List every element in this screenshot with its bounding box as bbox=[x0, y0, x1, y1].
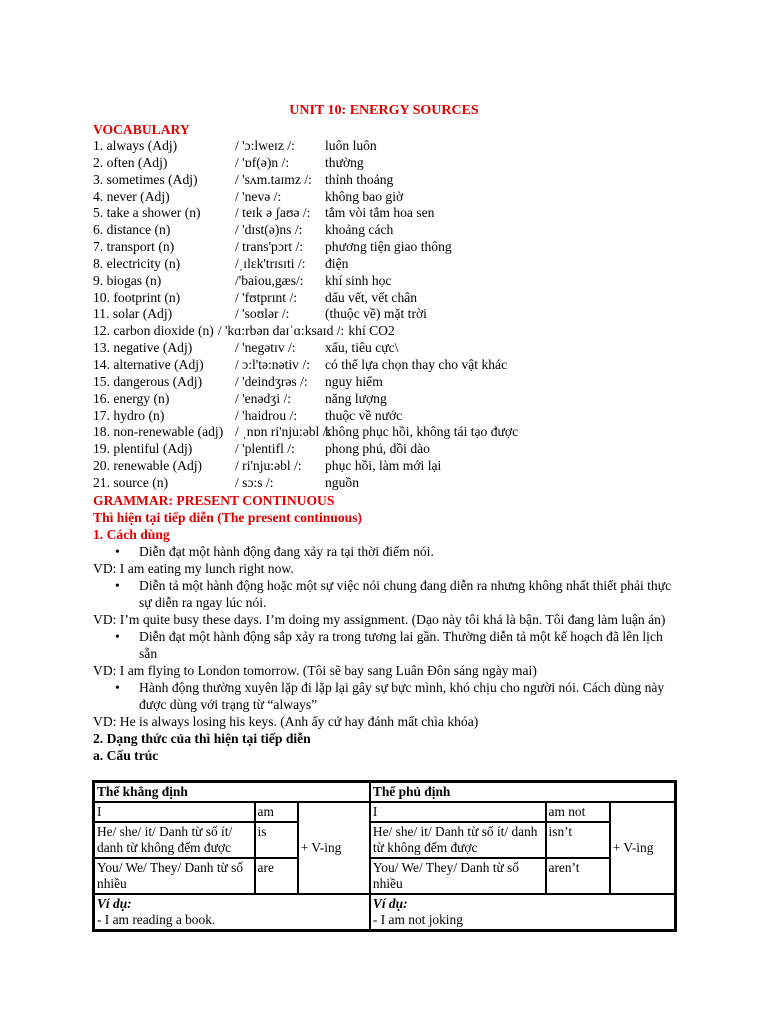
vocabulary-meaning: tắm vòi tắm hoa sen bbox=[325, 205, 435, 221]
vocabulary-item bbox=[93, 256, 683, 273]
vocabulary-meaning: thuộc về nước bbox=[325, 407, 403, 423]
bullet-dot-icon: • bbox=[115, 543, 120, 559]
vocabulary-meaning: điện bbox=[325, 255, 349, 271]
vocabulary-phonetic: / teɪk ə ʃaʊə /: bbox=[235, 205, 311, 221]
vocabulary-item bbox=[93, 374, 683, 391]
vocabulary-word: 14. alternative (Adj) bbox=[93, 356, 204, 372]
vocabulary-item bbox=[93, 290, 683, 307]
example-label: Ví dụ: bbox=[97, 896, 132, 911]
vocabulary-meaning: không bao giờ bbox=[325, 188, 404, 204]
vocabulary-word: 21. source (n) bbox=[93, 474, 169, 490]
vocabulary-phonetic: / trans'pɔrt /: bbox=[235, 239, 304, 255]
vocabulary-meaning: dấu vết, vết chân bbox=[325, 289, 418, 305]
vocabulary-item bbox=[93, 475, 683, 492]
negative-subject: You/ We/ They/ Danh từ số nhiều bbox=[370, 858, 546, 894]
vocabulary-item bbox=[93, 340, 683, 357]
vocabulary-word: 15. dangerous (Adj) bbox=[93, 373, 203, 389]
vocabulary-item bbox=[93, 424, 683, 441]
affirmative-verb: are bbox=[255, 858, 298, 894]
grammar-subheading: Thì hiện tại tiếp diễn (The present continuous) bbox=[93, 509, 363, 525]
vocabulary-phonetic: / 'fʊtprɪnt /: bbox=[235, 289, 298, 305]
table-example-row bbox=[94, 894, 675, 930]
vocabulary-phonetic: / 'haidrou /: bbox=[235, 407, 298, 423]
negative-ving: + V-ing bbox=[610, 802, 675, 894]
usage-bullet: • Diễn đạt một hành động đang xảy ra tại thời điểm nói. bbox=[115, 543, 434, 559]
vocabulary-word: 16. energy (n) bbox=[93, 390, 170, 406]
vocabulary-phonetic: / 'plentifl /: bbox=[235, 441, 295, 457]
vocabulary-phonetic: / 'dɪst(ə)ns /: bbox=[235, 222, 303, 238]
vocabulary-item bbox=[93, 138, 683, 155]
vocabulary-item bbox=[93, 357, 683, 374]
vocabulary-phonetic: / sɔ:s /: bbox=[235, 474, 274, 490]
usage-bullet: • Diễn đạt một hành động sắp xảy ra trong tương lai gần. Thường diễn tả một kế hoạch đã lên lịch sẵn bbox=[115, 628, 663, 661]
vocabulary-word: 18. non-renewable (adj) bbox=[93, 424, 224, 440]
vocabulary-word: 4. never (Adj) bbox=[93, 188, 170, 204]
affirmative-subject: I bbox=[94, 802, 255, 822]
vocabulary-phonetic: /'baiou,gæs/: bbox=[235, 272, 304, 288]
vocabulary-heading: VOCABULARY bbox=[93, 122, 190, 137]
usage-example: VD: I’m quite busy these days. I’m doing my assignment. (Dạo này tôi khá là bận. Tôi đang làm luận án) bbox=[93, 611, 666, 627]
vocabulary-word: 19. plentiful (Adj) bbox=[93, 441, 193, 457]
table-row bbox=[94, 822, 675, 858]
document-body bbox=[93, 121, 683, 764]
table-row bbox=[94, 858, 675, 894]
vocabulary-phonetic: / 'kɑ:rbən daɪˈɑ:ksaɪd /: bbox=[217, 323, 345, 339]
affirmative-header: Thể khẳng định bbox=[94, 782, 370, 802]
vocabulary-meaning: luôn luôn bbox=[325, 138, 377, 153]
vocabulary-meaning: thỉnh thoảng bbox=[325, 171, 394, 187]
vocabulary-phonetic: / ri'nju:əbl /: bbox=[235, 458, 302, 474]
vocabulary-word: 9. biogas (n) bbox=[93, 272, 162, 288]
usage-example: VD: I am flying to London tomorrow. (Tôi sẽ bay sang Luân Đôn sáng ngày mai) bbox=[93, 662, 537, 678]
example-label: Ví dụ: bbox=[372, 896, 408, 911]
vocabulary-word: 8. electricity (n) bbox=[93, 255, 181, 271]
vocabulary-item bbox=[93, 306, 683, 323]
bullet-dot-icon: • bbox=[115, 577, 120, 593]
vocabulary-phonetic: / 'deindʒrəs /: bbox=[235, 373, 308, 389]
vocabulary-meaning: có thể lựa chọn thay cho vật khác bbox=[325, 356, 508, 372]
usage-bullet: • Hành động thường xuyên lặp đi lặp lại gây sự bực mình, khó chịu cho người nói. Cách dùng này được dùng với trạng từ “always” bbox=[115, 679, 665, 712]
vocabulary-list bbox=[93, 138, 683, 492]
vocabulary-meaning: năng lượng bbox=[325, 390, 387, 406]
table-row bbox=[94, 802, 675, 822]
affirmative-subject: He/ she/ it/ Danh từ số ít/ danh từ không đếm được bbox=[94, 822, 255, 858]
vocabulary-phonetic: / 'negətɪv /: bbox=[235, 340, 296, 356]
vocabulary-meaning: thường bbox=[325, 154, 364, 170]
vocabulary-word: 5. take a shower (n) bbox=[93, 205, 201, 221]
vocabulary-phonetic: / 'sʌm.taɪmz /: bbox=[235, 171, 312, 187]
vocabulary-item bbox=[93, 441, 683, 458]
negative-verb: am not bbox=[546, 802, 610, 822]
usage-heading: 1. Cách dùng bbox=[93, 526, 170, 542]
vocabulary-word: 2. often (Adj) bbox=[93, 154, 168, 170]
vocabulary-phonetic: / 'ɔ:lweɪz /: bbox=[235, 138, 295, 153]
vocabulary-phonetic: / 'soʊlər /: bbox=[235, 306, 290, 322]
negative-example: - I am not joking bbox=[372, 912, 463, 927]
vocabulary-item bbox=[93, 155, 683, 172]
affirmative-example-cell bbox=[94, 894, 370, 930]
vocabulary-meaning: phong phú, dồi dào bbox=[325, 441, 430, 457]
vocabulary-phonetic: / 'ɒf(ə)n /: bbox=[235, 154, 290, 170]
negative-verb: isn’t bbox=[546, 822, 610, 858]
structure-heading: a. Cấu trúc bbox=[93, 747, 159, 763]
vocabulary-meaning: (thuộc về) mặt trời bbox=[325, 306, 427, 322]
vocabulary-word: 1. always (Adj) bbox=[93, 138, 178, 153]
vocabulary-phonetic: / 'nevə /: bbox=[235, 188, 282, 204]
vocabulary-word: 12. carbon dioxide (n) bbox=[93, 323, 214, 339]
vocabulary-item bbox=[93, 239, 683, 256]
vocabulary-item bbox=[93, 391, 683, 408]
vocabulary-item bbox=[93, 222, 683, 239]
vocabulary-word: 10. footprint (n) bbox=[93, 289, 181, 305]
vocabulary-meaning: không phục hồi, không tái tạo được bbox=[325, 424, 519, 440]
negative-example-cell bbox=[370, 894, 675, 930]
vocabulary-item bbox=[93, 205, 683, 222]
form-heading: 2. Dạng thức của thì hiện tại tiếp diễn bbox=[93, 730, 311, 746]
usage-example: VD: I am eating my lunch right now. bbox=[93, 560, 294, 576]
vocabulary-meaning: nguy hiểm bbox=[325, 373, 383, 389]
vocabulary-meaning: xấu, tiêu cực\ bbox=[325, 340, 399, 356]
vocabulary-phonetic: / ˌnɒn ri'nju:əbl /: bbox=[235, 424, 331, 440]
negative-verb: aren’t bbox=[546, 858, 610, 894]
page-title: UNIT 10: ENERGY SOURCES bbox=[289, 103, 479, 118]
vocabulary-item bbox=[93, 323, 683, 340]
usage-example: VD: He is always losing his keys. (Anh ấy cứ hay đánh mất chìa khóa) bbox=[93, 713, 479, 729]
vocabulary-phonetic: / 'enədʒi /: bbox=[235, 390, 292, 406]
vocabulary-word: 3. sometimes (Adj) bbox=[93, 171, 198, 187]
vocabulary-phonetic: / ɔ:l'tə:nətiv /: bbox=[235, 356, 310, 372]
vocabulary-meaning: khí CO2 bbox=[348, 323, 395, 339]
usage-bullet: • Diễn tả một hành động hoặc một sự việc nói chung đang diễn ra nhưng không nhất thiết phải thực sự diễn ra ngay lúc nói. bbox=[115, 577, 672, 610]
grammar-heading: GRAMMAR: PRESENT CONTINUOUS bbox=[93, 492, 335, 508]
negative-header: Thể phủ định bbox=[370, 782, 675, 802]
vocabulary-item bbox=[93, 458, 683, 475]
affirmative-ving: + V-ing bbox=[298, 802, 370, 894]
structure-table bbox=[92, 780, 677, 932]
vocabulary-meaning: phương tiện giao thông bbox=[325, 239, 452, 255]
bullet-dot-icon: • bbox=[115, 679, 120, 695]
vocabulary-item bbox=[93, 273, 683, 290]
affirmative-subject: You/ We/ They/ Danh từ số nhiều bbox=[94, 858, 255, 894]
negative-subject: He/ she/ it/ Danh từ số ít/ danh từ không đếm được bbox=[370, 822, 546, 858]
affirmative-verb: am bbox=[255, 802, 298, 822]
vocabulary-item bbox=[93, 172, 683, 189]
vocabulary-word: 13. negative (Adj) bbox=[93, 340, 193, 356]
vocabulary-word: 20. renewable (Adj) bbox=[93, 458, 203, 474]
vocabulary-meaning: khí sinh học bbox=[325, 272, 392, 288]
vocabulary-meaning: nguồn bbox=[325, 474, 359, 490]
vocabulary-word: 11. solar (Adj) bbox=[93, 306, 173, 322]
vocabulary-item bbox=[93, 189, 683, 206]
vocabulary-phonetic: /ˌɪlɛk'trɪsɪti /: bbox=[235, 255, 306, 271]
affirmative-example: - I am reading a book. bbox=[97, 912, 216, 927]
vocabulary-item bbox=[93, 408, 683, 425]
affirmative-verb: is bbox=[255, 822, 298, 858]
bullet-dot-icon: • bbox=[115, 628, 120, 644]
table-header-row bbox=[94, 782, 675, 802]
vocabulary-word: 6. distance (n) bbox=[93, 222, 171, 238]
vocabulary-meaning: khoảng cách bbox=[325, 222, 394, 238]
negative-subject: I bbox=[370, 802, 546, 822]
vocabulary-word: 17. hydro (n) bbox=[93, 407, 165, 423]
usage-list bbox=[93, 543, 683, 730]
vocabulary-word: 7. transport (n) bbox=[93, 239, 175, 255]
vocabulary-meaning: phục hồi, làm mới lại bbox=[325, 458, 442, 474]
